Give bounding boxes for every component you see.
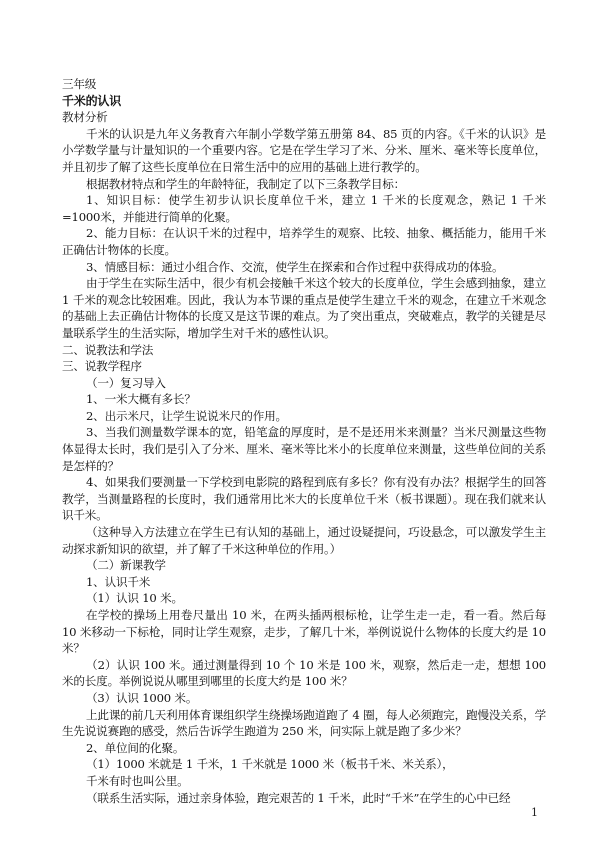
paragraph: 3、当我们测量数学课本的宽，铅笔盒的厚度时，是不是还用米来测量？当米尺测量这些物体显得太长时，我们是引入了分米、厘米、毫米等比米小的长度单位来测量，这些单位间的关系是怎样的？ [62,425,546,473]
paragraph: 在学校的操场上用卷尺量出 10 米，在两头插两根标枪，让学生走一走，看一看。然后每 10 米移动一下标枪，同时让学生观察，走步，了解几十米，举例说说什么物体的长度大约是 10 米？ [62,608,546,656]
document-body [62,76,546,806]
paragraph: 3、情感目标：通过小组合作、交流，使学生在探索和合作过程中获得成功的体验。 [86,259,504,274]
paragraph: 2、能力目标：在认识千米的过程中，培养学生的观察、比较、抽象、概括能力，能用千米正确估计物体的长度。 [62,226,546,257]
grade-label: 三年级 [62,77,97,91]
paragraph: 4、如果我们要测量一下学校到电影院的路程到底有多长？你有没有办法？根据学生的回答教学，当测量路程的长度时，我们通常用比米大的长度单位千米（板书课题）。现在我们就来认识千米。 [62,475,546,523]
paragraph: 根据教材特点和学生的年龄特征，我制定了以下三条教学目标： [86,176,406,191]
paragraph: 2、出示米尺，让学生说说米尺的作用。 [86,408,287,423]
paragraph: （1）认识 10 米。 [86,591,183,606]
paragraph: 由于学生在实际生活中，很少有机会接触千米这个较大的长度单位，学生会感到抽象，建立 1 千米的观念比较困难。因此，我认为本节课的重点是使学生建立千米的观念，在建立千米观念的基础上去正确估计物体的长度又是这节课的难点。为了突出重点，突破难点，教学的关键是尽量联系学生的生活实际，增加学生对千米的感性认识。 [62,276,546,340]
paragraph: 千米有时也叫公里。 [86,773,189,788]
paragraph: （一）复习导入 [86,375,166,390]
paragraph: 上此课的前几天利用体育课组织学生绕操场跑道跑了 4 圈，每人必须跑完，跑慢没关系，学生先说说赛跑的感受，然后告诉学生跑道为 250 米，问实际上就是跑了多少米？ [62,707,546,739]
paragraph: （3）认识 1000 米。 [86,690,198,705]
paragraph: 2、单位间的化聚。 [86,740,185,755]
paragraph: （1）1000 米就是 1 千米，1 千米就是 1000 米（板书千米、米关系）， [86,757,454,772]
page-number: 1 [531,806,538,819]
paragraph: 二、说教法和学法 [62,342,154,357]
paragraph: （2）认识 100 米。通过测量得到 10 个 10 米是 100 米，观察，然后走一走，想想 100 米的长度。举例说说从哪里到哪里的长度大约是 100 米？ [62,657,546,689]
paragraph: 1、一米大概有多长？ [86,392,196,407]
document-title: 千米的认识 [62,93,122,108]
paragraph-list [62,109,546,806]
paragraph: 1、认识千米 [86,574,151,589]
paragraph: 1、知识目标：使学生初步认识长度单位千米，建立 1 千米的长度观念，熟记 1 千米=1000米，并能进行简单的化聚。 [62,193,546,224]
paragraph: （这种导入方法建立在学生已有认知的基础上，通过设疑提问，巧设悬念，可以激发学生主动探求新知识的欲望，并了解了千米这种单位的作用。） [62,525,546,556]
paragraph: （联系生活实际，通过亲身体验，跑完艰苦的 1 千米，此时“千米”在学生的心中已经 [86,790,511,805]
paragraph: （二）新课教学 [86,558,166,573]
paragraph: 千米的认识是九年义务教育六年制小学数学第五册第 84、85 页的内容。《千米的认识》是小学数学量与计量知识的一个重要内容。它是在学生学习了米、分米、厘米、毫米等长度单位，并且初步了解了这些长度单位在日常生活中的应用的基础上进行教学的。 [62,126,546,174]
paragraph: 教材分析 [62,110,108,125]
paragraph: 三、说教学程序 [62,359,142,374]
